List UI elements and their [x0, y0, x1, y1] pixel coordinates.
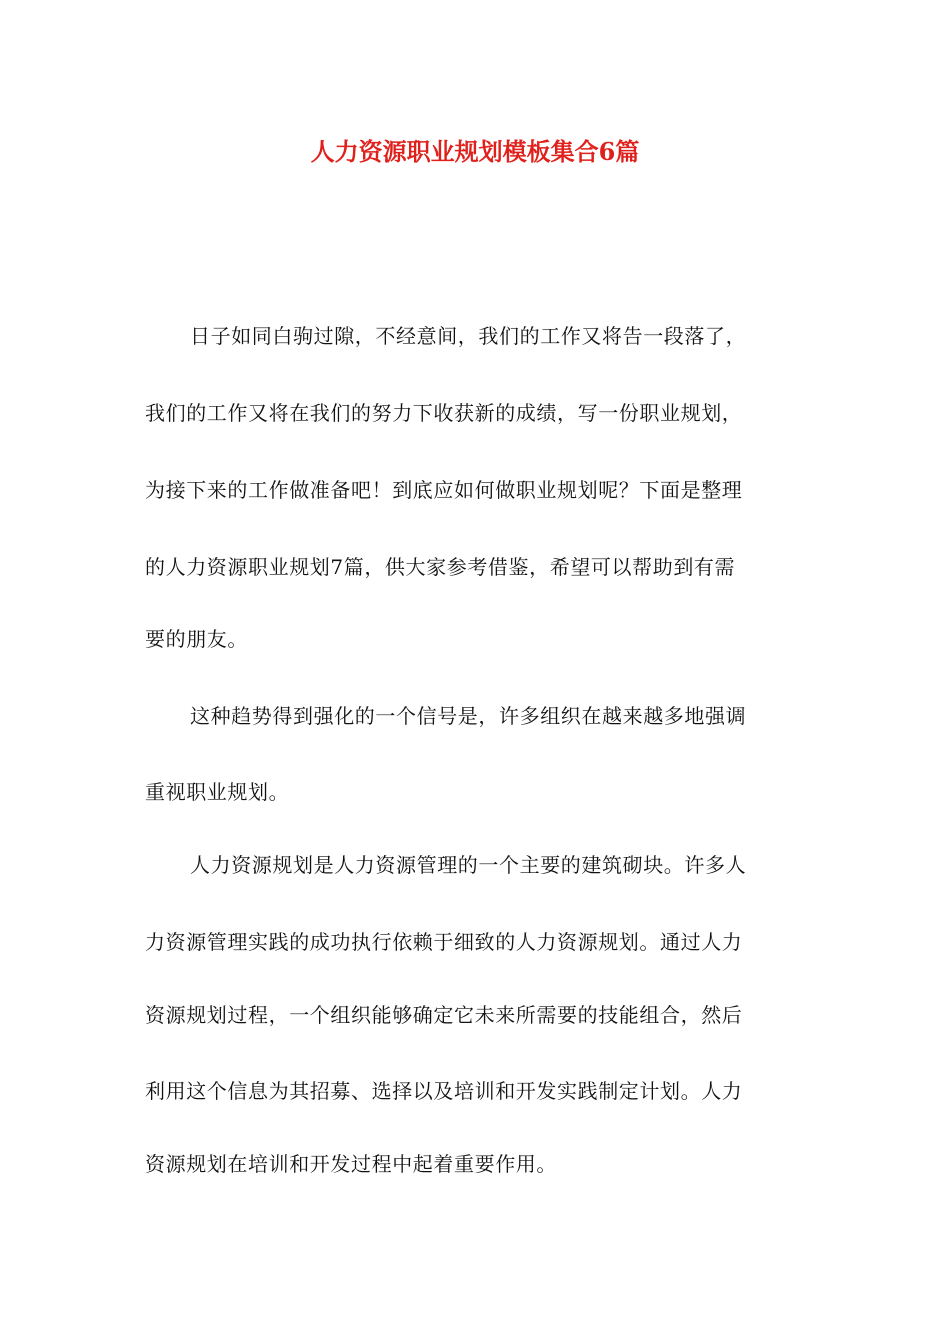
- paragraph-3-line-4: 利用这个信息为其招募、选择以及培训和开发实践制定计划。人力: [145, 1079, 743, 1103]
- paragraph-3-line-5: 资源规划在培训和开发过程中起着重要作用。: [145, 1152, 557, 1176]
- paragraph-1-line-1: 日子如同白驹过隙，不经意间，我们的工作又将告一段落了，: [190, 324, 747, 348]
- document-title: 人力资源职业规划模板集合6篇: [310, 137, 640, 166]
- paragraph-1-line-3: 为接下来的工作做准备吧！到底应如何做职业规划呢？下面是整理: [145, 478, 743, 502]
- paragraph-3-line-1: 人力资源规划是人力资源管理的一个主要的建筑砌块。许多人: [190, 853, 747, 877]
- paragraph-1-line-2: 我们的工作又将在我们的努力下收获新的成绩，写一份职业规划，: [145, 401, 743, 425]
- paragraph-2-line-1: 这种趋势得到强化的一个信号是，许多组织在越来越多地强调: [190, 704, 747, 728]
- paragraph-1-line-5: 要的朋友。: [145, 627, 248, 651]
- paragraph-2-line-2: 重视职业规划。: [145, 780, 290, 804]
- paragraph-1-line-4: 的人力资源职业规划7篇，供大家参考借鉴，希望可以帮助到有需: [145, 555, 736, 579]
- paragraph-3-line-2: 力资源管理实践的成功执行依赖于细致的人力资源规划。通过人力: [145, 930, 743, 954]
- paragraph-3-line-3: 资源规划过程，一个组织能够确定它未来所需要的技能组合，然后: [145, 1003, 743, 1027]
